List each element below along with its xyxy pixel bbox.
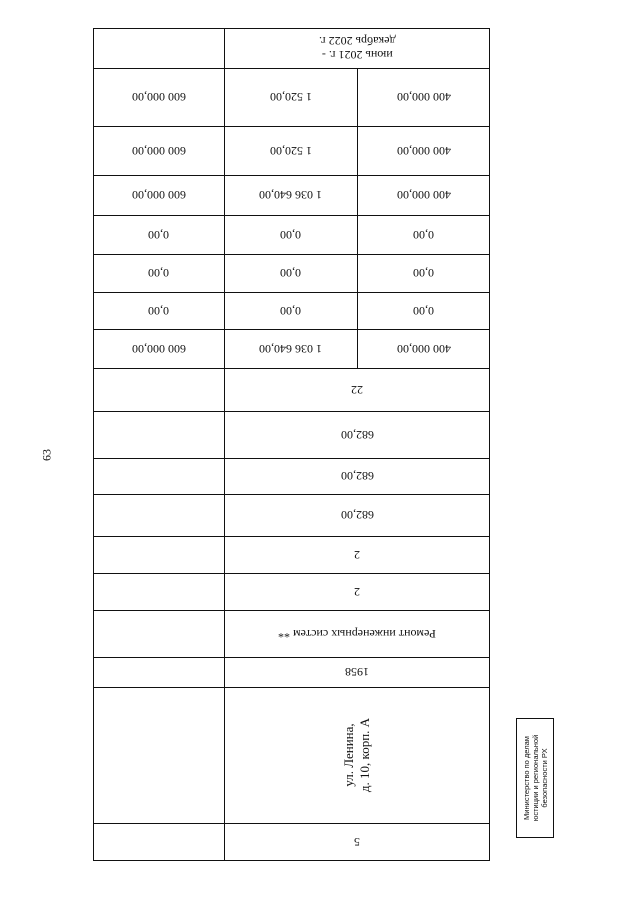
area-text: 682,00	[340, 427, 374, 442]
period-text	[319, 34, 396, 62]
period-line: декабрь 2022 г.	[318, 34, 396, 48]
amount-text: 600 000,00	[131, 188, 186, 202]
amount-cell	[93, 329, 224, 368]
stamp-line: Министерство по делам	[521, 736, 531, 820]
amount-cell	[93, 126, 224, 175]
amount-text: 400 000,00	[396, 188, 451, 202]
address-line: д. 10, корп. А	[357, 717, 372, 793]
page-number: 63	[39, 449, 54, 461]
value-22-cell	[224, 368, 490, 411]
count-text: 2	[354, 547, 360, 562]
amount-cell	[224, 329, 357, 368]
amount-text: 0,00	[280, 227, 301, 242]
amount-text: 400 000,00	[396, 143, 451, 158]
address-line: ул. Ленина,	[341, 723, 356, 787]
count-text: 2	[354, 584, 360, 599]
row-number-text: 5	[354, 835, 360, 849]
work-type-cell	[224, 610, 490, 657]
amount-text: 600 000,00	[131, 341, 186, 356]
area-cell	[224, 411, 490, 458]
amount-text: 400 000,00	[396, 90, 451, 104]
amount-text: 600 000,00	[131, 143, 186, 158]
work-type-text: Ремонт инженерных систем **	[278, 626, 436, 641]
area-text: 682,00	[340, 508, 374, 522]
amount-text: 0,00	[413, 227, 434, 242]
amount-cell	[93, 215, 224, 254]
count-cell	[224, 573, 490, 610]
amount-text: 1 036 640,00	[259, 188, 322, 202]
address-cell	[224, 687, 490, 823]
amount-cell	[224, 292, 357, 329]
year-text: 1958	[345, 665, 369, 679]
amount-cell	[357, 292, 490, 329]
amount-text: 0,00	[148, 266, 169, 280]
amount-text: 0,00	[280, 303, 301, 318]
area-cell	[224, 494, 490, 536]
address-text	[341, 718, 373, 792]
amount-cell	[357, 175, 490, 215]
data-table	[93, 28, 490, 861]
amount-text: 0,00	[280, 266, 301, 280]
amount-cell	[93, 292, 224, 329]
amount-text: 400 000,00	[396, 341, 451, 356]
amount-text: 0,00	[413, 303, 434, 318]
amount-text: 600 000,00	[131, 90, 186, 104]
amount-text: 0,00	[148, 303, 169, 318]
amount-cell	[357, 215, 490, 254]
amount-text: 1 520,00	[269, 143, 312, 158]
amount-cell	[93, 68, 224, 126]
amount-text: 0,00	[413, 266, 434, 280]
period-line: июнь 2021 г. -	[321, 48, 393, 62]
stamp-line: юстиции и региональной	[530, 734, 540, 822]
amount-cell	[357, 68, 490, 126]
value-22-text: 22	[351, 382, 363, 397]
amount-cell	[224, 68, 357, 126]
stamp-line: безопасности РХ	[539, 748, 549, 808]
amount-text: 1 520,00	[269, 90, 312, 104]
amount-text: 0,00	[148, 227, 169, 242]
amount-cell	[357, 126, 490, 175]
year-cell	[224, 657, 490, 687]
count-cell	[224, 536, 490, 573]
amount-cell	[224, 175, 357, 215]
amount-cell	[224, 215, 357, 254]
amount-cell	[357, 254, 490, 292]
amount-cell	[93, 175, 224, 215]
amount-cell	[93, 254, 224, 292]
ministry-stamp	[516, 718, 554, 838]
amount-cell	[357, 329, 490, 368]
amount-text: 1 036 640,00	[259, 341, 322, 356]
area-text: 682,00	[340, 469, 374, 483]
area-cell	[224, 458, 490, 494]
amount-cell	[224, 254, 357, 292]
period-cell	[224, 28, 490, 68]
amount-cell	[224, 126, 357, 175]
row-number-cell	[224, 823, 490, 861]
